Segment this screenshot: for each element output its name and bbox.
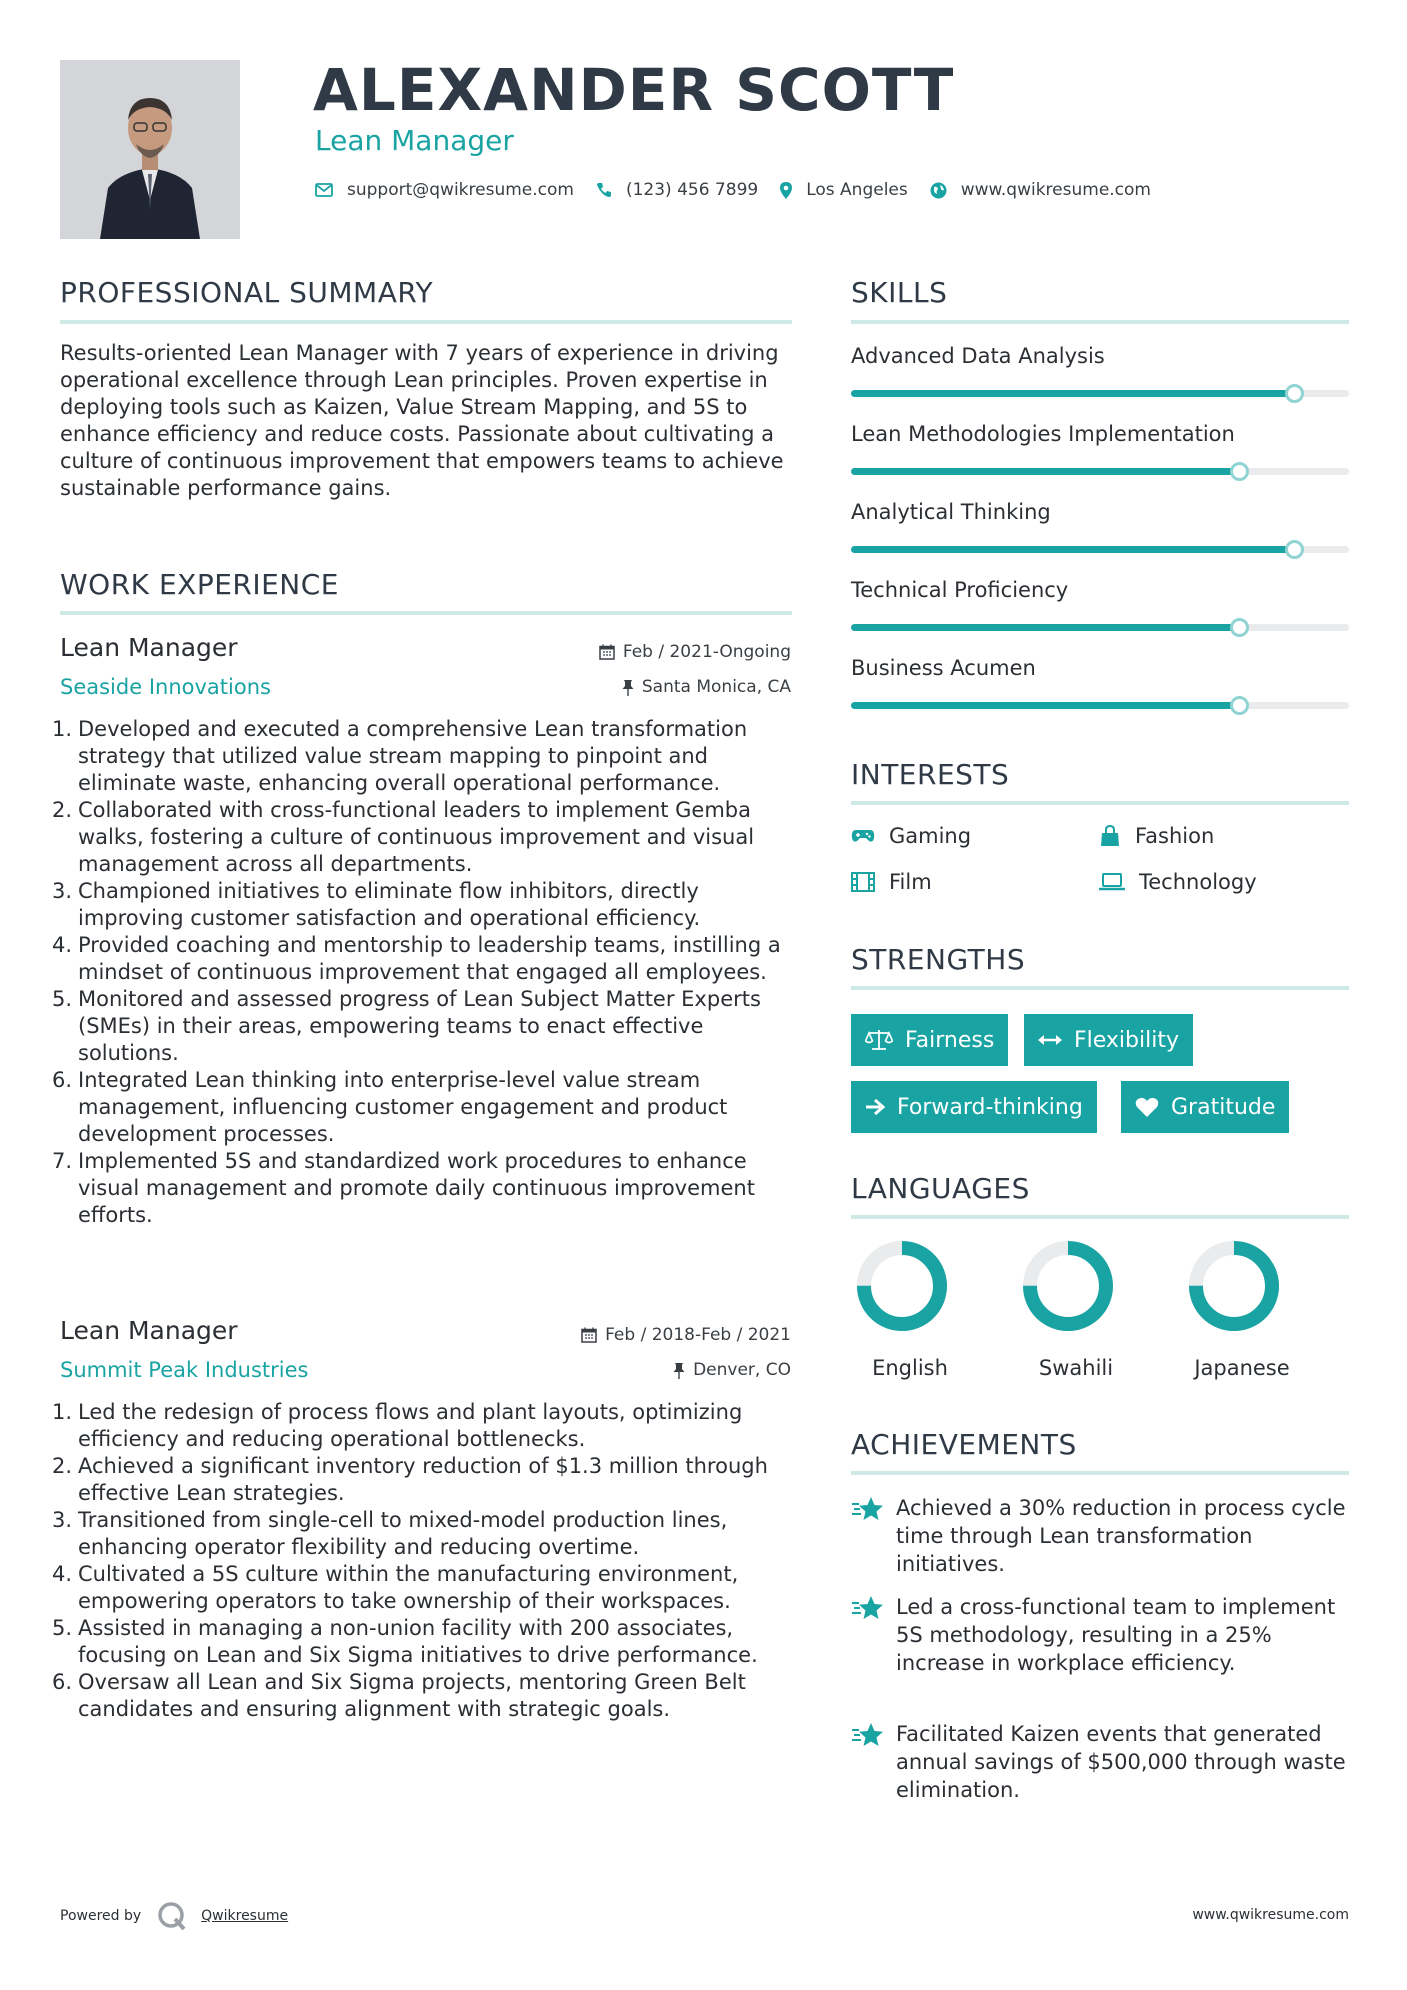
job-title: Lean Manager xyxy=(60,633,238,662)
job-location xyxy=(622,677,791,697)
skill-knob xyxy=(1230,462,1249,481)
language-label: Japanese xyxy=(1194,1356,1290,1380)
achievements-heading: ACHIEVEMENTS xyxy=(851,1428,1077,1461)
language-label: Swahili xyxy=(1038,1356,1114,1380)
skill-bar xyxy=(851,624,1349,631)
heart-icon xyxy=(1135,1097,1159,1118)
phone-text: (123) 456 7899 xyxy=(625,180,759,200)
skills-divider xyxy=(851,320,1349,324)
job-location-text: Denver, CO xyxy=(693,1360,791,1380)
list-item: 2. Collaborated with cross-functional leaders to implement Gemba walks, fostering a culture of continuous improvement and visual management across all departments. xyxy=(52,798,755,876)
profile-photo xyxy=(60,60,240,239)
list-item: 2. Achieved a significant inventory reduction of $1.3 million through effective Lean strategies. xyxy=(52,1454,768,1505)
job-dates xyxy=(581,1325,791,1345)
summary-heading: PROFESSIONAL SUMMARY xyxy=(60,276,434,309)
contact-location xyxy=(780,180,908,200)
skill-fill xyxy=(851,702,1239,709)
pushpin-icon xyxy=(622,679,634,696)
skill-knob xyxy=(1285,384,1304,403)
interest-label: Film xyxy=(889,870,932,894)
job-bullets xyxy=(52,716,797,1229)
list-item: 1. Led the redesign of process flows and plant layouts, optimizing efficiency and reducing operational bottlenecks. xyxy=(52,1400,743,1451)
strength-tag xyxy=(1024,1014,1193,1066)
job-location-text: Santa Monica, CA xyxy=(641,677,791,697)
contact-website[interactable] xyxy=(930,180,1151,200)
balance-scale-icon xyxy=(865,1029,893,1051)
achievement-text: Led a cross-functional team to implement 5S methodology, resulting in a 25% increase in workplace efficiency. xyxy=(896,1595,1336,1675)
arrow-right-icon xyxy=(865,1098,885,1116)
shopping-bag-icon xyxy=(1099,825,1121,847)
experience-heading: WORK EXPERIENCE xyxy=(60,568,339,601)
interest-item xyxy=(1099,870,1257,894)
bullet-text: Oversaw all Lean and Six Sigma projects, mentoring Green Belt candidates and ensuring alignment with strategic goals. xyxy=(78,1670,746,1721)
skill-fill xyxy=(851,546,1294,553)
bullet-text: Championed initiatives to eliminate flow inhibitors, directly improving customer satisfaction and operational efficiency. xyxy=(78,879,701,930)
language-ring xyxy=(856,1240,948,1332)
achievement-item xyxy=(851,1720,1351,1804)
strength-label: Flexibility xyxy=(1074,1027,1179,1053)
language-label: English xyxy=(872,1356,948,1380)
website-text: www.qwikresume.com xyxy=(960,180,1151,200)
strength-label: Forward-thinking xyxy=(897,1094,1083,1120)
location-text: Los Angeles xyxy=(806,180,908,200)
list-item: 6. Oversaw all Lean and Six Sigma projects, mentoring Green Belt candidates and ensuring alignment with strategic goals. xyxy=(52,1670,746,1721)
envelope-icon xyxy=(315,183,333,197)
footer-branding xyxy=(60,1901,288,1931)
summary-divider xyxy=(60,320,792,324)
gamepad-icon xyxy=(851,828,875,844)
star-icon xyxy=(851,1496,885,1522)
interest-label: Gaming xyxy=(889,824,972,848)
double-arrow-icon xyxy=(1038,1034,1062,1046)
interest-item xyxy=(851,824,971,848)
interest-label: Technology xyxy=(1139,870,1257,894)
achievement-text: Facilitated Kaizen events that generated annual savings of $500,000 through waste elimination. xyxy=(896,1722,1346,1802)
skill-name: Business Acumen xyxy=(851,656,1036,680)
strength-tag xyxy=(851,1081,1097,1133)
globe-icon xyxy=(930,182,947,199)
languages-divider xyxy=(851,1215,1349,1219)
list-item: 3. Transitioned from single-cell to mixed-model production lines, enhancing operator flexibility and reducing overtime. xyxy=(52,1508,728,1559)
summary-text: Results-oriented Lean Manager with 7 years of experience in driving operational excellence through Lean principles. Proven expertise in deploying tools such as Kaizen, Value Stream Mapping, and 5S to enhance efficiency and reduce costs. Passionate about cultivating a culture of continuous improvement that empowers teams to achieve sustainable performance gains. xyxy=(60,341,784,500)
achievement-item xyxy=(851,1494,1351,1578)
skill-fill xyxy=(851,624,1239,631)
phone-icon xyxy=(596,182,612,198)
pushpin-icon xyxy=(673,1362,685,1379)
calendar-icon xyxy=(581,1327,597,1343)
interest-item xyxy=(851,870,932,894)
contact-email[interactable] xyxy=(315,180,574,200)
contact-phone[interactable] xyxy=(596,180,758,200)
languages-heading: LANGUAGES xyxy=(851,1172,1030,1205)
bullet-text: Assisted in managing a non-union facility with 200 associates, focusing on Lean and Six Sigma initiatives to drive performance. xyxy=(78,1616,758,1667)
bullet-text: Led the redesign of process flows and plant layouts, optimizing efficiency and reducing operational bottlenecks. xyxy=(78,1400,743,1451)
list-item: 3. Championed initiatives to eliminate flow inhibitors, directly improving customer satisfaction and operational efficiency. xyxy=(52,879,701,930)
bullet-text: Monitored and assessed progress of Lean Subject Matter Experts (SMEs) in their areas, empowering teams to enact effective solutions. xyxy=(78,987,761,1065)
job-company: Seaside Innovations xyxy=(60,675,271,699)
map-pin-icon xyxy=(780,182,792,199)
interests-heading: INTERESTS xyxy=(851,758,1010,791)
language-ring xyxy=(1188,1240,1280,1332)
achievement-item xyxy=(851,1593,1351,1677)
strengths-heading: STRENGTHS xyxy=(851,943,1026,976)
qwikresume-link[interactable]: Qwikresume xyxy=(201,1908,289,1924)
bullet-text: Developed and executed a comprehensive Lean transformation strategy that utilized value stream mapping to pinpoint and eliminate waste, enhancing overall operational performance. xyxy=(78,717,748,795)
contact-bar xyxy=(315,180,1173,200)
skill-bar xyxy=(851,702,1349,709)
skill-name: Lean Methodologies Implementation xyxy=(851,422,1235,446)
skill-bar xyxy=(851,390,1349,397)
job-title: Lean Manager xyxy=(60,1316,238,1345)
skill-knob xyxy=(1230,618,1249,637)
footer-website[interactable]: www.qwikresume.com xyxy=(1192,1907,1349,1923)
qwikresume-logo-icon xyxy=(157,1901,187,1931)
laptop-icon xyxy=(1099,873,1125,891)
strength-tag xyxy=(851,1014,1008,1066)
skill-name: Advanced Data Analysis xyxy=(851,344,1105,368)
list-item: 5. Monitored and assessed progress of Lean Subject Matter Experts (SMEs) in their areas, empowering teams to enact effective solutions. xyxy=(52,987,761,1065)
strengths-divider xyxy=(851,986,1349,990)
skill-knob xyxy=(1285,540,1304,559)
skill-name: Technical Proficiency xyxy=(851,578,1069,602)
strength-label: Fairness xyxy=(905,1027,995,1053)
skill-fill xyxy=(851,468,1239,475)
skill-fill xyxy=(851,390,1294,397)
star-icon xyxy=(851,1722,885,1748)
bullet-text: Integrated Lean thinking into enterprise-level value stream management, influencing customer engagement and product development processes. xyxy=(78,1068,728,1146)
bullet-text: Cultivated a 5S culture within the manufacturing environment, empowering operators to take ownership of their workspaces. xyxy=(78,1562,739,1613)
language-ring xyxy=(1022,1240,1114,1332)
powered-by-label: Powered by xyxy=(60,1908,142,1924)
film-icon xyxy=(851,872,875,892)
bullet-text: Collaborated with cross-functional leaders to implement Gemba walks, fostering a culture of continuous improvement and visual management across all departments. xyxy=(78,798,755,876)
achievement-text: Achieved a 30% reduction in process cycle time through Lean transformation initiatives. xyxy=(896,1496,1346,1576)
bullet-text: Transitioned from single-cell to mixed-model production lines, enhancing operator flexibility and reducing overtime. xyxy=(78,1508,728,1559)
skills-heading: SKILLS xyxy=(851,276,948,309)
job-location xyxy=(673,1360,791,1380)
interests-divider xyxy=(851,801,1349,805)
job-company: Summit Peak Industries xyxy=(60,1358,309,1382)
candidate-title: Lean Manager xyxy=(315,124,514,157)
bullet-text: Provided coaching and mentorship to leadership teams, instilling a mindset of continuous improvement that engaged all employees. xyxy=(78,933,781,984)
achievements-divider xyxy=(851,1471,1349,1475)
list-item: 6. Integrated Lean thinking into enterprise-level value stream management, influencing customer engagement and product development processes. xyxy=(52,1068,728,1146)
star-icon xyxy=(851,1595,885,1621)
job-dates-text: Feb / 2021-Ongoing xyxy=(622,642,791,662)
skill-name: Analytical Thinking xyxy=(851,500,1051,524)
calendar-icon xyxy=(599,644,615,660)
interest-label: Fashion xyxy=(1135,824,1215,848)
email-text: support@qwikresume.com xyxy=(347,180,574,200)
list-item: 5. Assisted in managing a non-union facility with 200 associates, focusing on Lean and Six Sigma initiatives to drive performance. xyxy=(52,1616,758,1667)
skill-bar xyxy=(851,468,1349,475)
candidate-name: ALEXANDER SCOTT xyxy=(313,56,955,124)
list-item: 7. Implemented 5S and standardized work procedures to enhance visual management and promote daily continuous improvement efforts. xyxy=(52,1149,755,1227)
experience-divider xyxy=(60,611,792,615)
strength-label: Gratitude xyxy=(1171,1094,1276,1120)
job-dates-text: Feb / 2018-Feb / 2021 xyxy=(605,1325,791,1345)
bullet-text: Implemented 5S and standardized work procedures to enhance visual management and promote daily continuous improvement efforts. xyxy=(78,1149,755,1227)
skill-knob xyxy=(1230,696,1249,715)
skill-bar xyxy=(851,546,1349,553)
job-bullets xyxy=(52,1399,797,1723)
bullet-text: Achieved a significant inventory reduction of $1.3 million through effective Lean strategies. xyxy=(78,1454,768,1505)
strength-tag xyxy=(1121,1081,1289,1133)
list-item: 4. Cultivated a 5S culture within the manufacturing environment, empowering operators to take ownership of their workspaces. xyxy=(52,1562,739,1613)
list-item: 1. Developed and executed a comprehensive Lean transformation strategy that utilized value stream mapping to pinpoint and eliminate waste, enhancing overall operational performance. xyxy=(52,717,748,795)
job-dates xyxy=(599,642,791,662)
list-item: 4. Provided coaching and mentorship to leadership teams, instilling a mindset of continuous improvement that engaged all employees. xyxy=(52,933,781,984)
interest-item xyxy=(1099,824,1214,848)
